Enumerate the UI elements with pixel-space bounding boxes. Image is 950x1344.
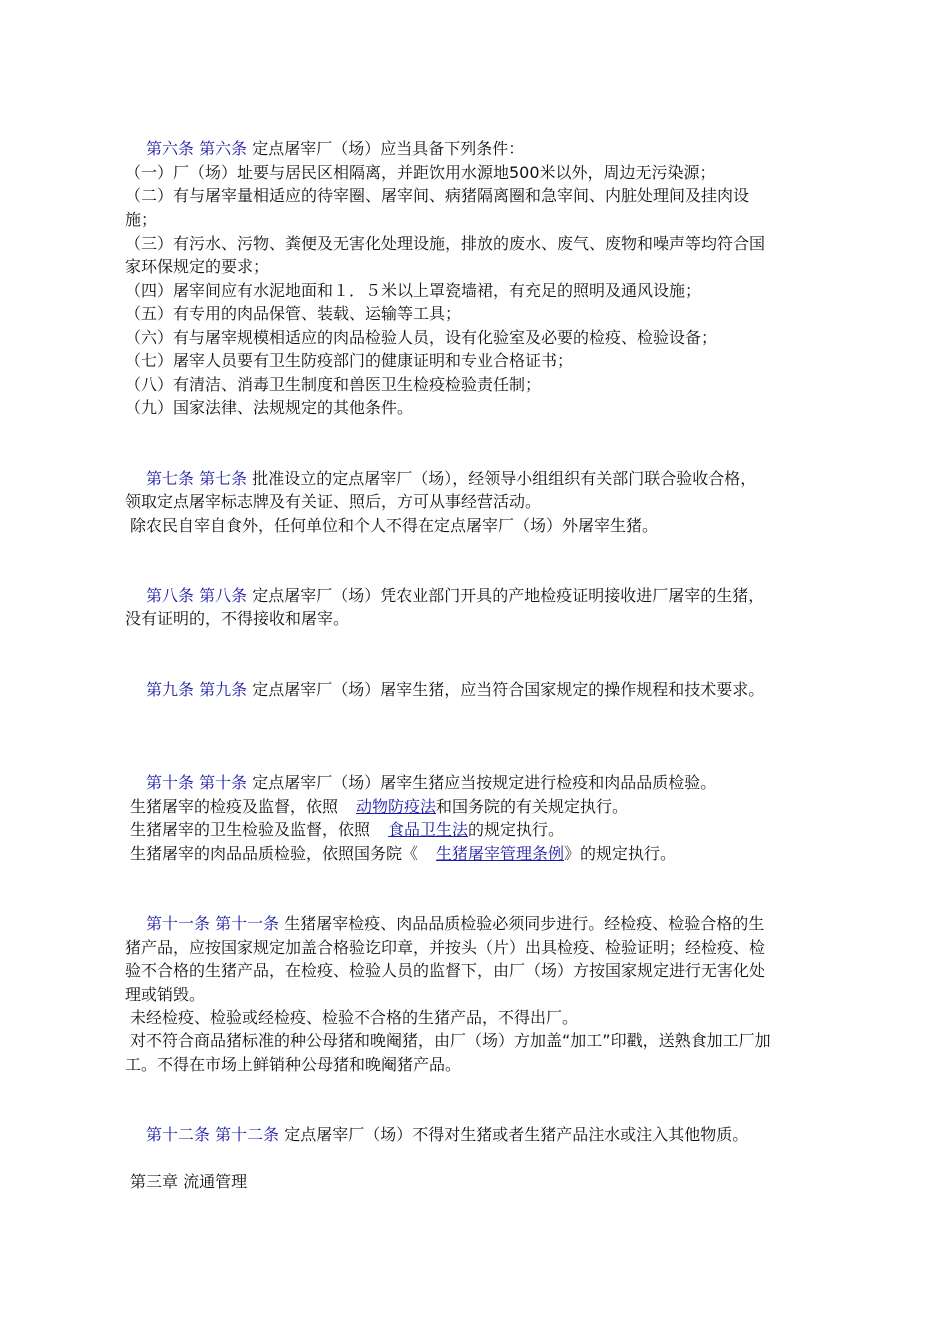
article-6-item: （七）屠宰人员要有卫生防疫部门的健康证明和专业合格证书； [125, 351, 574, 370]
article-11-label: 第十一条 [146, 914, 211, 933]
article-6-item: 施； [125, 210, 158, 229]
article-6-item: （五）有专用的肉品保管、装载、运输等工具； [125, 304, 462, 323]
article-11-line: 猪产品，应按国家规定加盖合格验讫印章，并按头（片）出具检疫、检验证明；经检疫、检 [125, 938, 766, 957]
article-10-text: 定点屠宰厂（场）屠宰生猪应当按规定进行检疫和肉品品质检验。 [252, 773, 717, 792]
article-6-label-repeat: 第六条 [199, 139, 248, 158]
chapter-3-heading: 第三章 流通管理 [130, 1172, 248, 1191]
article-6-item: （四）屠宰间应有水泥地面和１．５米以上罩瓷墙裙，有充足的照明及通风设施； [125, 281, 702, 300]
article-8-heading [146, 584, 856, 608]
article-7-line: 除农民自宰自食外，任何单位和个人不得在定点屠宰厂（场）外屠宰生猪。 [130, 516, 659, 535]
article-7-text: 批准设立的定点屠宰厂（场），经领导小组组织有关部门联合验收合格， [252, 469, 757, 488]
article-9-heading [146, 678, 856, 702]
article-6-item: （三）有污水、污物、粪便及无害化处理设施，排放的废水、废气、废物和噪声等均符合国 [125, 234, 766, 253]
article-10-line: 生猪屠宰的检疫及监督，依照 动物防疫法和国务院的有关规定执行。 [130, 797, 629, 816]
article-6-item: （一）厂（场）址要与居民区相隔离，并距饮用水源地500米以外，周边无污染源； [125, 163, 716, 182]
article-11-line: 对不符合商品猪标准的种公母猪和晚阉猪，由厂（场）方加盖“加工”印戳，送熟食加工厂加 [130, 1031, 771, 1050]
article-6-heading [146, 137, 856, 161]
article-9-label: 第九条 [146, 680, 195, 699]
article-11-line: 理或销毁。 [125, 985, 206, 1004]
article-8-text: 定点屠宰厂（场）凭农业部门开具的产地检疫证明接收进厂屠宰的生猪， [252, 586, 765, 605]
animal-epidemic-law-link[interactable]: 动物防疫法 [356, 797, 437, 816]
article-7-label: 第七条 [146, 469, 195, 488]
article-7-line: 领取定点屠宰标志牌及有关证、照后，方可从事经营活动。 [125, 492, 542, 511]
article-6-item: （九）国家法律、法规规定的其他条件。 [125, 398, 414, 417]
article-10-label-repeat: 第十条 [199, 773, 248, 792]
article-11-line: 验不合格的生猪产品，在检疫、检验人员的监督下，由厂（场）方按国家规定进行无害化处 [125, 961, 766, 980]
article-10-line: 生猪屠宰的卫生检验及监督，依照 食品卫生法的规定执行。 [130, 820, 565, 839]
article-6-text: 定点屠宰厂（场）应当具备下列条件： [252, 139, 525, 158]
article-10-label: 第十条 [146, 773, 195, 792]
article-12-text: 定点屠宰厂（场）不得对生猪或者生猪产品注水或注入其他物质。 [284, 1125, 749, 1144]
article-6-item: （二）有与屠宰量相适应的待宰圈、屠宰间、病猪隔离圈和急宰间、内脏处理间及挂肉设 [125, 186, 750, 205]
article-7-label-repeat: 第七条 [199, 469, 248, 488]
article-9-label-repeat: 第九条 [199, 680, 248, 699]
article-8-label: 第八条 [146, 586, 195, 605]
food-hygiene-law-link[interactable]: 食品卫生法 [388, 820, 469, 839]
article-12-heading [146, 1123, 856, 1147]
article-12-label: 第十二条 [146, 1125, 211, 1144]
article-12-label-repeat: 第十二条 [215, 1125, 280, 1144]
article-6-item: （六）有与屠宰规模相适应的肉品检验人员，设有化验室及必要的检疫、检验设备； [125, 328, 718, 347]
article-8-line: 没有证明的，不得接收和屠宰。 [125, 609, 350, 628]
article-6-item: 家环保规定的要求； [125, 257, 270, 276]
article-11-label-repeat: 第十一条 [215, 914, 280, 933]
article-11-text: 生猪屠宰检疫、肉品品质检验必须同步进行。经检疫、检验合格的生 [284, 914, 765, 933]
article-6-item: （八）有清洁、消毒卫生制度和兽医卫生检疫检验责任制； [125, 375, 542, 394]
article-9-text: 定点屠宰厂（场）屠宰生猪，应当符合国家规定的操作规程和技术要求。 [252, 680, 765, 699]
article-10-heading [146, 771, 856, 795]
article-10-line: 生猪屠宰的肉品品质检验，依照国务院《 生猪屠宰管理条例》的规定执行。 [130, 844, 677, 863]
article-11-line: 未经检疫、检验或经检疫、检验不合格的生猪产品，不得出厂。 [130, 1008, 579, 1027]
article-7-heading [146, 467, 856, 491]
article-11-line: 工。不得在市场上鲜销种公母猪和晚阉猪产品。 [125, 1055, 462, 1074]
article-11-heading [146, 912, 856, 936]
article-8-label-repeat: 第八条 [199, 586, 248, 605]
article-6-label: 第六条 [146, 139, 195, 158]
pig-slaughter-regulation-link[interactable]: 生猪屠宰管理条例 [436, 844, 565, 863]
